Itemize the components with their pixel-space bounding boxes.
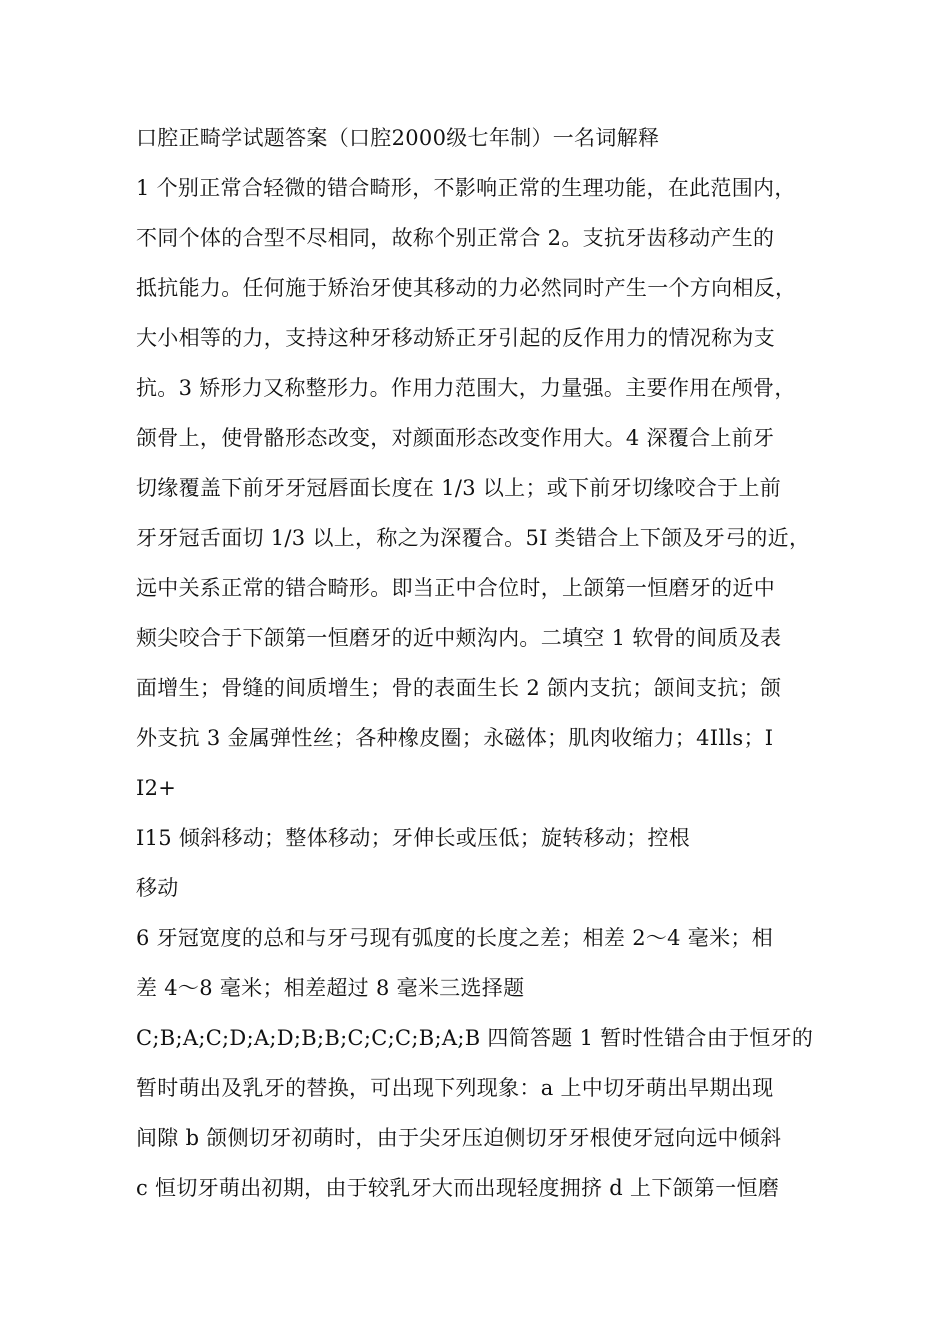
text-line: 暂时萌出及乳牙的替换，可出现下列现象：a 上中切牙萌出早期出现 xyxy=(136,1076,774,1100)
text-line: 抗。3 矫形力又称整形力。作用力范围大，力量强。主要作用在颅骨， xyxy=(136,376,796,400)
text-line: C;B;A;C;D;A;D;B;B;C;C;C;B;A;B 四简答题 1 暂时性错合由于恒牙的 xyxy=(136,1026,814,1050)
text-line: 6 牙冠宽度的总和与牙弓现有弧度的长度之差；相差 2～4 毫米；相 xyxy=(136,926,774,950)
text-line: c 恒切牙萌出初期，由于较乳牙大而出现轻度拥挤 d 上下颌第一恒磨 xyxy=(136,1176,780,1200)
text-line: 切缘覆盖下前牙牙冠唇面长度在 1/3 以上；或下前牙切缘咬合于上前 xyxy=(136,476,782,500)
text-line: 颊尖咬合于下颌第一恒磨牙的近中颊沟内。二填空 1 软骨的间质及表 xyxy=(136,626,782,650)
text-line: 牙牙冠舌面切 1/3 以上，称之为深覆合。5I 类错合上下颌及牙弓的近， xyxy=(136,526,811,550)
text-line: 颌骨上，使骨骼形态改变，对颜面形态改变作用大。4 深覆合上前牙 xyxy=(136,426,775,450)
text-line: 不同个体的合型不尽相同，故称个别正常合 2。支抗牙齿移动产生的 xyxy=(136,226,775,250)
text-line: 1 个别正常合轻微的错合畸形，不影响正常的生理功能，在此范围内， xyxy=(136,176,796,200)
text-line: 移动 xyxy=(136,876,179,900)
text-line: I2+ xyxy=(136,776,177,800)
text-line: 面增生；骨缝的间质增生；骨的表面生长 2 颌内支抗；颌间支抗；颌 xyxy=(136,676,782,700)
text-line: 外支抗 3 金属弹性丝；各种橡皮圈；永磁体；肌肉收缩力；4Ills；I xyxy=(136,726,774,750)
text-line: 差 4～8 毫米；相差超过 8 毫米三选择题 xyxy=(136,976,525,1000)
document-title: 口腔正畸学试题答案（口腔2000级七年制）一名词解释 xyxy=(136,126,660,150)
text-line: 间隙 b 颌侧切牙初萌时，由于尖牙压迫侧切牙牙根使牙冠向远中倾斜 xyxy=(136,1126,782,1150)
text-line: 远中关系正常的错合畸形。即当正中合位时，上颌第一恒磨牙的近中 xyxy=(136,576,775,600)
text-line: I15 倾斜移动；整体移动；牙伸长或压低；旋转移动；控根 xyxy=(136,826,691,850)
text-line: 抵抗能力。任何施于矫治牙使其移动的力必然同时产生一个方向相反， xyxy=(136,276,797,300)
text-line: 大小相等的力，支持这种牙移动矫正牙引起的反作用力的情况称为支 xyxy=(136,326,775,350)
